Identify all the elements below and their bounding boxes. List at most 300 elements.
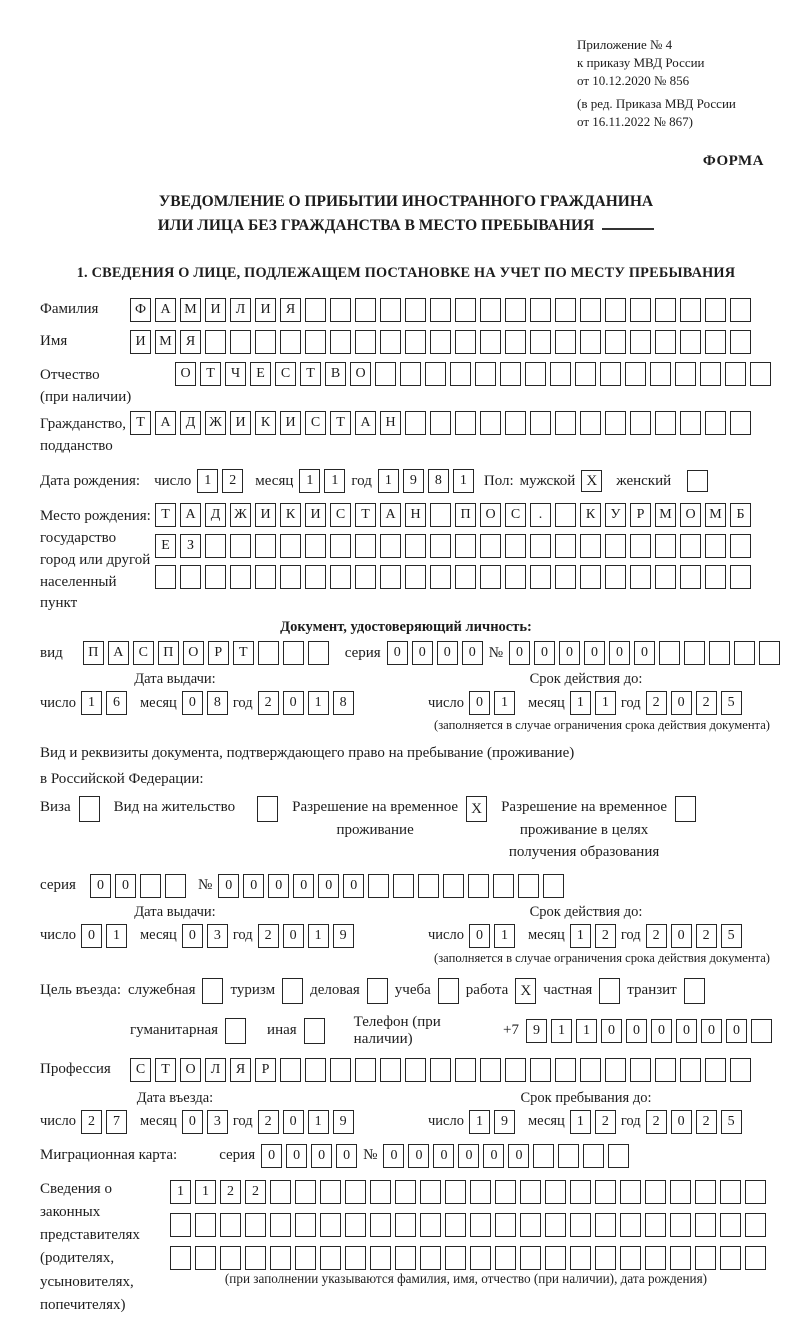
char-box[interactable] [280, 534, 301, 558]
char-box[interactable] [530, 298, 551, 322]
char-box[interactable]: 0 [483, 1144, 504, 1168]
char-box[interactable]: 2 [646, 1110, 667, 1134]
char-box[interactable] [518, 874, 539, 898]
char-box[interactable] [480, 298, 501, 322]
char-box[interactable] [759, 641, 780, 665]
char-box[interactable]: 0 [182, 691, 203, 715]
char-box[interactable] [680, 330, 701, 354]
char-box[interactable]: 2 [258, 691, 279, 715]
char-box[interactable] [709, 641, 730, 665]
char-box[interactable] [533, 1144, 554, 1168]
char-box[interactable]: Ж [205, 411, 226, 435]
char-box[interactable] [720, 1213, 741, 1237]
char-box[interactable] [505, 330, 526, 354]
char-box[interactable] [505, 298, 526, 322]
sex-female-checkbox[interactable] [687, 470, 708, 492]
char-box[interactable]: 0 [671, 691, 692, 715]
char-box[interactable] [680, 534, 701, 558]
char-box[interactable] [420, 1213, 441, 1237]
char-box[interactable] [705, 565, 726, 589]
char-box[interactable] [705, 298, 726, 322]
char-box[interactable] [730, 411, 751, 435]
char-box[interactable] [680, 298, 701, 322]
char-box[interactable] [255, 534, 276, 558]
char-box[interactable] [308, 641, 329, 665]
char-box[interactable] [543, 874, 564, 898]
char-box[interactable] [345, 1246, 366, 1270]
char-box[interactable]: 1 [195, 1180, 216, 1204]
char-box[interactable] [558, 1144, 579, 1168]
char-box[interactable] [530, 565, 551, 589]
char-box[interactable]: 2 [696, 691, 717, 715]
char-box[interactable]: 1 [378, 469, 399, 493]
char-box[interactable]: 8 [207, 691, 228, 715]
char-box[interactable] [630, 330, 651, 354]
char-box[interactable] [470, 1213, 491, 1237]
char-box[interactable]: 0 [671, 924, 692, 948]
char-box[interactable] [705, 1058, 726, 1082]
char-box[interactable] [605, 298, 626, 322]
char-box[interactable] [650, 362, 671, 386]
char-box[interactable] [355, 330, 376, 354]
char-box[interactable] [505, 534, 526, 558]
char-box[interactable]: С [130, 1058, 151, 1082]
char-box[interactable]: Д [205, 503, 226, 527]
purpose-business-checkbox[interactable] [367, 978, 388, 1004]
char-box[interactable] [255, 330, 276, 354]
char-box[interactable]: 0 [559, 641, 580, 665]
char-box[interactable] [258, 641, 279, 665]
char-box[interactable]: В [325, 362, 346, 386]
char-box[interactable]: 0 [671, 1110, 692, 1134]
char-box[interactable] [443, 874, 464, 898]
char-box[interactable] [595, 1213, 616, 1237]
char-box[interactable] [140, 874, 161, 898]
char-box[interactable]: 0 [387, 641, 408, 665]
char-box[interactable] [495, 1180, 516, 1204]
char-box[interactable]: 0 [469, 691, 490, 715]
char-box[interactable] [705, 534, 726, 558]
char-box[interactable] [530, 1058, 551, 1082]
char-box[interactable] [495, 1213, 516, 1237]
char-box[interactable]: 5 [721, 691, 742, 715]
char-box[interactable]: 3 [207, 1110, 228, 1134]
char-box[interactable]: 0 [343, 874, 364, 898]
char-box[interactable] [170, 1213, 191, 1237]
char-box[interactable] [270, 1213, 291, 1237]
purpose-private-checkbox[interactable] [599, 978, 620, 1004]
visa-checkbox[interactable] [79, 796, 100, 822]
char-box[interactable]: 0 [318, 874, 339, 898]
char-box[interactable] [745, 1213, 766, 1237]
char-box[interactable] [580, 330, 601, 354]
char-box[interactable]: 2 [81, 1110, 102, 1134]
char-box[interactable]: 0 [676, 1019, 697, 1043]
char-box[interactable] [555, 534, 576, 558]
char-box[interactable] [330, 298, 351, 322]
char-box[interactable]: Т [300, 362, 321, 386]
char-box[interactable]: Д [180, 411, 201, 435]
char-box[interactable] [659, 641, 680, 665]
char-box[interactable] [405, 534, 426, 558]
char-box[interactable]: И [255, 503, 276, 527]
char-box[interactable]: 2 [222, 469, 243, 493]
char-box[interactable] [355, 1058, 376, 1082]
char-box[interactable]: Я [230, 1058, 251, 1082]
char-box[interactable]: 1 [494, 691, 515, 715]
char-box[interactable]: 9 [494, 1110, 515, 1134]
char-box[interactable]: 0 [433, 1144, 454, 1168]
char-box[interactable]: 0 [293, 874, 314, 898]
residence-permit-checkbox[interactable] [257, 796, 278, 822]
char-box[interactable] [684, 641, 705, 665]
char-box[interactable] [393, 874, 414, 898]
char-box[interactable]: 1 [106, 924, 127, 948]
char-box[interactable]: 0 [243, 874, 264, 898]
char-box[interactable] [570, 1246, 591, 1270]
char-box[interactable]: Н [405, 503, 426, 527]
char-box[interactable] [455, 1058, 476, 1082]
char-box[interactable] [730, 534, 751, 558]
char-box[interactable] [195, 1246, 216, 1270]
char-box[interactable]: 0 [81, 924, 102, 948]
char-box[interactable]: 2 [245, 1180, 266, 1204]
char-box[interactable] [695, 1180, 716, 1204]
char-box[interactable] [355, 298, 376, 322]
char-box[interactable]: 9 [333, 1110, 354, 1134]
char-box[interactable]: 1 [81, 691, 102, 715]
char-box[interactable] [670, 1213, 691, 1237]
char-box[interactable]: . [530, 503, 551, 527]
char-box[interactable] [205, 565, 226, 589]
char-box[interactable] [320, 1180, 341, 1204]
char-box[interactable] [505, 411, 526, 435]
char-box[interactable] [620, 1246, 641, 1270]
char-box[interactable]: 0 [383, 1144, 404, 1168]
char-box[interactable] [570, 1180, 591, 1204]
char-box[interactable] [430, 534, 451, 558]
char-box[interactable] [525, 362, 546, 386]
char-box[interactable]: 1 [570, 1110, 591, 1134]
char-box[interactable] [655, 534, 676, 558]
char-box[interactable]: 0 [268, 874, 289, 898]
char-box[interactable] [695, 1246, 716, 1270]
char-box[interactable]: 1 [197, 469, 218, 493]
char-box[interactable] [605, 1058, 626, 1082]
char-box[interactable] [380, 534, 401, 558]
char-box[interactable] [655, 330, 676, 354]
char-box[interactable] [205, 534, 226, 558]
char-box[interactable] [720, 1246, 741, 1270]
char-box[interactable] [751, 1019, 772, 1043]
char-box[interactable]: Т [355, 503, 376, 527]
char-box[interactable] [180, 565, 201, 589]
char-box[interactable] [420, 1180, 441, 1204]
char-box[interactable] [345, 1213, 366, 1237]
char-box[interactable] [705, 330, 726, 354]
char-box[interactable]: Т [155, 1058, 176, 1082]
char-box[interactable] [580, 411, 601, 435]
char-box[interactable] [620, 1213, 641, 1237]
char-box[interactable] [330, 534, 351, 558]
char-box[interactable]: 7 [106, 1110, 127, 1134]
char-box[interactable]: 0 [115, 874, 136, 898]
char-box[interactable] [430, 330, 451, 354]
char-box[interactable]: 1 [453, 469, 474, 493]
purpose-work-checkbox[interactable]: X [515, 978, 536, 1004]
char-box[interactable] [455, 298, 476, 322]
char-box[interactable]: 0 [462, 641, 483, 665]
char-box[interactable] [655, 1058, 676, 1082]
char-box[interactable] [270, 1246, 291, 1270]
sex-male-checkbox[interactable]: X [581, 470, 602, 492]
char-box[interactable]: 9 [403, 469, 424, 493]
char-box[interactable] [295, 1180, 316, 1204]
char-box[interactable]: 0 [584, 641, 605, 665]
char-box[interactable] [320, 1246, 341, 1270]
char-box[interactable] [680, 565, 701, 589]
char-box[interactable] [580, 298, 601, 322]
char-box[interactable] [595, 1246, 616, 1270]
char-box[interactable] [418, 874, 439, 898]
char-box[interactable] [645, 1213, 666, 1237]
char-box[interactable] [670, 1246, 691, 1270]
char-box[interactable] [155, 565, 176, 589]
char-box[interactable] [725, 362, 746, 386]
char-box[interactable]: Я [280, 298, 301, 322]
char-box[interactable]: 2 [696, 1110, 717, 1134]
char-box[interactable]: 0 [726, 1019, 747, 1043]
char-box[interactable] [480, 534, 501, 558]
char-box[interactable] [270, 1180, 291, 1204]
char-box[interactable]: Ч [225, 362, 246, 386]
char-box[interactable] [575, 362, 596, 386]
char-box[interactable] [555, 411, 576, 435]
char-box[interactable] [545, 1213, 566, 1237]
char-box[interactable]: К [255, 411, 276, 435]
char-box[interactable] [630, 565, 651, 589]
char-box[interactable] [570, 1213, 591, 1237]
char-box[interactable] [470, 1180, 491, 1204]
char-box[interactable]: 0 [437, 641, 458, 665]
char-box[interactable]: Т [155, 503, 176, 527]
char-box[interactable]: Л [205, 1058, 226, 1082]
char-box[interactable]: 1 [299, 469, 320, 493]
char-box[interactable]: О [350, 362, 371, 386]
char-box[interactable]: 2 [696, 924, 717, 948]
char-box[interactable]: О [175, 362, 196, 386]
char-box[interactable] [455, 411, 476, 435]
char-box[interactable] [220, 1213, 241, 1237]
char-box[interactable]: 1 [308, 1110, 329, 1134]
char-box[interactable] [530, 330, 551, 354]
char-box[interactable] [605, 565, 626, 589]
char-box[interactable] [205, 330, 226, 354]
char-box[interactable] [625, 362, 646, 386]
char-box[interactable]: П [455, 503, 476, 527]
char-box[interactable]: Ж [230, 503, 251, 527]
char-box[interactable] [395, 1213, 416, 1237]
char-box[interactable] [750, 362, 771, 386]
char-box[interactable] [734, 641, 755, 665]
char-box[interactable] [680, 411, 701, 435]
char-box[interactable] [280, 1058, 301, 1082]
char-box[interactable]: 2 [258, 1110, 279, 1134]
char-box[interactable] [430, 1058, 451, 1082]
char-box[interactable] [400, 362, 421, 386]
char-box[interactable]: Т [233, 641, 254, 665]
temp-residence-education-checkbox[interactable] [675, 796, 696, 822]
char-box[interactable] [545, 1180, 566, 1204]
char-box[interactable]: И [305, 503, 326, 527]
char-box[interactable] [445, 1246, 466, 1270]
char-box[interactable]: 1 [308, 924, 329, 948]
purpose-tourism-checkbox[interactable] [282, 978, 303, 1004]
char-box[interactable] [480, 411, 501, 435]
char-box[interactable] [395, 1180, 416, 1204]
char-box[interactable] [580, 565, 601, 589]
char-box[interactable] [455, 330, 476, 354]
char-box[interactable]: Т [130, 411, 151, 435]
char-box[interactable] [555, 298, 576, 322]
char-box[interactable] [583, 1144, 604, 1168]
char-box[interactable]: Е [155, 534, 176, 558]
char-box[interactable]: 1 [324, 469, 345, 493]
char-box[interactable]: С [275, 362, 296, 386]
char-box[interactable] [720, 1180, 741, 1204]
char-box[interactable]: И [205, 298, 226, 322]
char-box[interactable]: 1 [551, 1019, 572, 1043]
char-box[interactable] [580, 534, 601, 558]
char-box[interactable] [608, 1144, 629, 1168]
char-box[interactable]: П [83, 641, 104, 665]
char-box[interactable] [605, 330, 626, 354]
char-box[interactable] [630, 411, 651, 435]
char-box[interactable] [368, 874, 389, 898]
char-box[interactable] [730, 565, 751, 589]
char-box[interactable]: П [158, 641, 179, 665]
char-box[interactable] [355, 534, 376, 558]
char-box[interactable]: 0 [601, 1019, 622, 1043]
char-box[interactable]: М [180, 298, 201, 322]
char-box[interactable]: Т [330, 411, 351, 435]
char-box[interactable]: О [183, 641, 204, 665]
char-box[interactable] [405, 1058, 426, 1082]
char-box[interactable]: З [180, 534, 201, 558]
char-box[interactable] [470, 1246, 491, 1270]
char-box[interactable]: Р [255, 1058, 276, 1082]
char-box[interactable] [645, 1180, 666, 1204]
char-box[interactable]: И [230, 411, 251, 435]
char-box[interactable] [395, 1246, 416, 1270]
purpose-study-checkbox[interactable] [438, 978, 459, 1004]
char-box[interactable]: А [355, 411, 376, 435]
char-box[interactable] [468, 874, 489, 898]
char-box[interactable] [595, 1180, 616, 1204]
char-box[interactable]: 0 [182, 1110, 203, 1134]
char-box[interactable]: Р [208, 641, 229, 665]
char-box[interactable]: 2 [646, 924, 667, 948]
char-box[interactable] [670, 1180, 691, 1204]
char-box[interactable]: Е [250, 362, 271, 386]
char-box[interactable]: С [305, 411, 326, 435]
char-box[interactable] [580, 1058, 601, 1082]
char-box[interactable]: Я [180, 330, 201, 354]
char-box[interactable] [405, 298, 426, 322]
char-box[interactable] [380, 565, 401, 589]
char-box[interactable] [165, 874, 186, 898]
char-box[interactable] [445, 1213, 466, 1237]
char-box[interactable]: 0 [283, 1110, 304, 1134]
char-box[interactable]: 0 [609, 641, 630, 665]
char-box[interactable] [280, 565, 301, 589]
char-box[interactable] [620, 1180, 641, 1204]
char-box[interactable] [255, 565, 276, 589]
char-box[interactable]: 1 [595, 691, 616, 715]
char-box[interactable] [555, 330, 576, 354]
char-box[interactable]: Р [630, 503, 651, 527]
char-box[interactable]: 1 [308, 691, 329, 715]
char-box[interactable]: 0 [283, 924, 304, 948]
char-box[interactable]: К [280, 503, 301, 527]
char-box[interactable] [330, 1058, 351, 1082]
char-box[interactable] [505, 565, 526, 589]
char-box[interactable]: 8 [333, 691, 354, 715]
char-box[interactable] [380, 330, 401, 354]
char-box[interactable] [405, 330, 426, 354]
purpose-transit-checkbox[interactable] [684, 978, 705, 1004]
char-box[interactable] [500, 362, 521, 386]
char-box[interactable]: М [655, 503, 676, 527]
char-box[interactable] [520, 1213, 541, 1237]
char-box[interactable] [230, 330, 251, 354]
char-box[interactable]: 1 [469, 1110, 490, 1134]
char-box[interactable] [170, 1246, 191, 1270]
char-box[interactable] [605, 411, 626, 435]
char-box[interactable]: 1 [570, 691, 591, 715]
purpose-other-checkbox[interactable] [304, 1018, 325, 1044]
char-box[interactable] [330, 565, 351, 589]
char-box[interactable] [745, 1246, 766, 1270]
char-box[interactable]: Н [380, 411, 401, 435]
char-box[interactable] [555, 1058, 576, 1082]
char-box[interactable] [305, 298, 326, 322]
char-box[interactable] [245, 1213, 266, 1237]
char-box[interactable] [680, 1058, 701, 1082]
char-box[interactable] [550, 362, 571, 386]
char-box[interactable] [655, 411, 676, 435]
char-box[interactable]: 0 [336, 1144, 357, 1168]
char-box[interactable] [430, 298, 451, 322]
char-box[interactable]: А [180, 503, 201, 527]
char-box[interactable]: И [130, 330, 151, 354]
char-box[interactable]: 1 [576, 1019, 597, 1043]
char-box[interactable]: 0 [182, 924, 203, 948]
char-box[interactable] [695, 1213, 716, 1237]
char-box[interactable]: 0 [408, 1144, 429, 1168]
char-box[interactable] [430, 503, 451, 527]
char-box[interactable] [445, 1180, 466, 1204]
char-box[interactable]: 3 [207, 924, 228, 948]
char-box[interactable] [330, 330, 351, 354]
char-box[interactable]: 1 [494, 924, 515, 948]
char-box[interactable] [230, 565, 251, 589]
purpose-humanitarian-checkbox[interactable] [225, 1018, 246, 1044]
char-box[interactable] [280, 330, 301, 354]
char-box[interactable] [345, 1180, 366, 1204]
char-box[interactable] [520, 1246, 541, 1270]
char-box[interactable] [480, 1058, 501, 1082]
